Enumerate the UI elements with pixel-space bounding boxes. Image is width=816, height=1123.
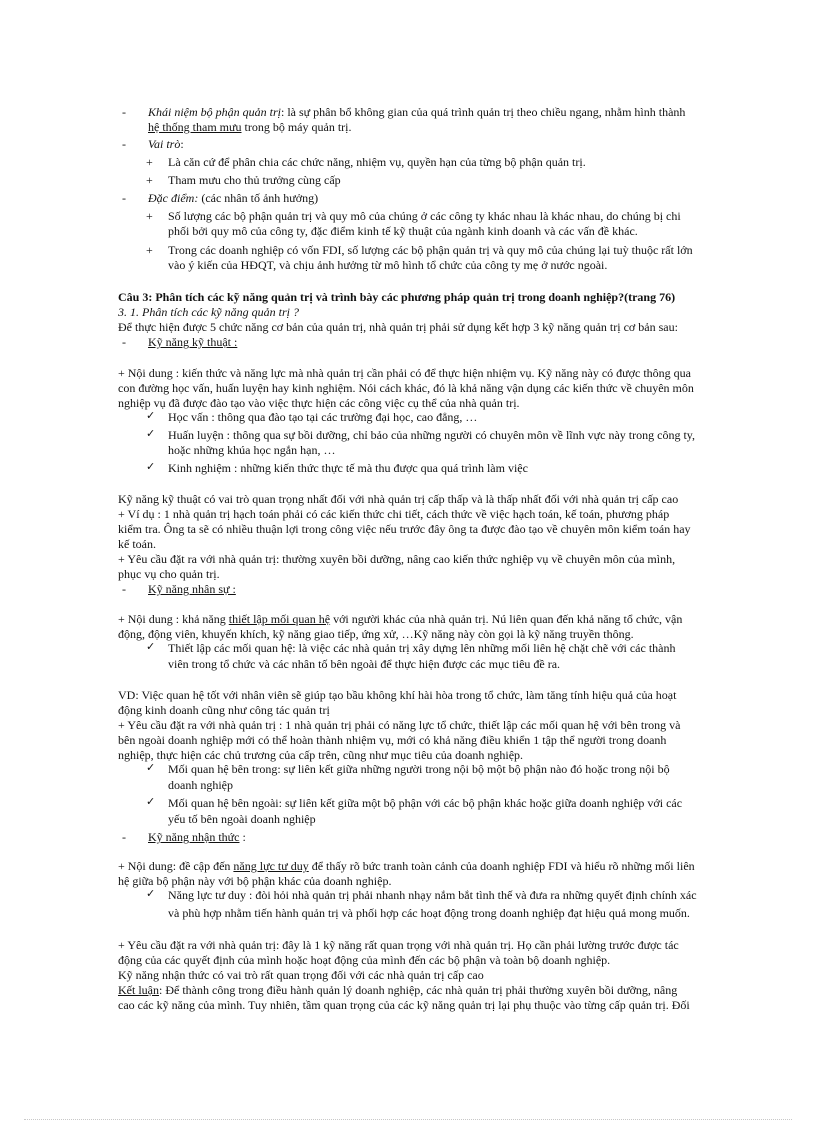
content-text: + Nội dung : khả năng (118, 612, 229, 626)
dash-bullet: - (122, 137, 126, 151)
subsection-heading: 3. 1. Phân tích các kỹ năng quản trị ? (118, 305, 299, 319)
paragraph-line: cao các kỹ năng của mình. Tuy nhiên, tầm quan trọng của các kỹ năng quản trị lại phụ thuộc vào từng cấp quản trị. Đối (118, 998, 690, 1012)
definition-text: : là sự phân bổ không gian của quá trình quản trị theo chiều ngang, nhằm hình thành (281, 105, 686, 119)
paragraph-line: Kỹ năng kỹ thuật có vai trò quan trọng nhất đối với nhà quản trị cấp thấp và là thấp nhất đối với nhà quản trị cấp cao (118, 492, 679, 506)
checklist-line: Kinh nghiệm : những kiến thức thực tế mà thu được qua quá trình làm việc (168, 461, 528, 475)
paragraph-line: VD: Việc quan hệ tốt với nhân viên sẽ giúp tạo bầu không khí hài hòa trong tổ chức, làm tăng tính hiệu quả của hoạt (118, 688, 677, 702)
checklist-line: Năng lực tư duy : đòi hỏi nhà quản trị phải nhanh nhạy nắm bắt tình thế và đưa ra những quyết định chính xác (168, 888, 697, 902)
paragraph-line: con đường học vấn, huấn luyện hay kinh nghiệm. Nói cách khác, đó là khả năng vận dụng các kiến thức về chuyên môn (118, 381, 694, 395)
paragraph-line: động kinh doanh cũng như công tác quản trị (118, 703, 330, 717)
checkmark-icon: ✓ (146, 796, 156, 808)
page-bottom-divider (24, 1119, 792, 1120)
conceptual-skill-heading (148, 830, 246, 845)
paragraph-line: phục vụ cho quản trị. (118, 567, 220, 581)
definition-line-2 (148, 120, 708, 135)
paragraph-line: động của các quyết định của mình hoặc hoạt động của mình đến các bộ phận và toàn bộ doanh nghiệp. (118, 953, 611, 967)
paragraph-line: động, động viên, khuyến khích, kỹ năng giao tiếp, ứng xử, …Kỹ năng này còn gọi là kỹ năng truyền thông. (118, 627, 634, 641)
role-item: Là căn cứ để phân chia các chức năng, nhiệm vụ, quyền hạn của từng bộ phận quản trị. (168, 155, 586, 169)
checklist-line: viên trong tổ chức và các nhân tố bên ngoài để thực hiện được các mục tiêu đề ra. (168, 657, 561, 671)
checkmark-icon: ✓ (146, 762, 156, 774)
plus-bullet: + (146, 155, 153, 169)
dash-bullet: - (122, 582, 126, 596)
plus-bullet: + (146, 173, 153, 187)
paragraph-line: + Ví dụ : 1 nhà quản trị hạch toán phải có các kiến thức chi tiết, cách thức về việc hạch toán, kế toán, phương pháp (118, 507, 670, 521)
checkmark-icon: ✓ (146, 410, 156, 422)
paragraph-line: nghiệp vụ đã được đào tạo vào việc thực hiện các công việc cụ thể của nhà quản trị. (118, 396, 520, 410)
conceptual-skill-title: Kỹ năng nhận thức (148, 830, 240, 844)
conclusion-text: : Để thành công trong điều hành quản lý doanh nghiệp, các nhà quản trị phải thường xuyên bồi dưỡng, nâng (159, 983, 678, 997)
checklist-line: hoặc những khúa học ngắn hạn, … (168, 443, 336, 457)
dash-bullet: - (122, 105, 126, 119)
checklist-line: Học vấn : thông qua đào tạo tại các trường đại học, cao đẳng, … (168, 410, 478, 424)
intro-text: Để thực hiện được 5 chức năng cơ bản của quản trị, nhà quản trị phải sử dụng kết hợp 3 kỹ năng quản trị cơ bản sau: (118, 320, 678, 334)
definition-underlined: hệ thống tham mưu (148, 120, 242, 134)
features-item-line: phối bởi quy mô của công ty, đặc điểm kinh tế kỹ thuật của ngành kinh doanh và các vấn đề khác. (168, 224, 638, 238)
features-item-line: Trong các doanh nghiệp có vốn FDI, số lượng các bộ phận quản trị và quy mô của chúng lại tuỳ thuộc rất lớn (168, 243, 693, 257)
content-text: + Nội dung: đề cập đến (118, 859, 234, 873)
definition-term: Khái niệm bộ phận quản trị (148, 105, 282, 119)
content-text: với người khác của nhà quản trị. Nú liên quan đến khả năng tổ chức, vận (330, 612, 683, 626)
checklist-line: và phù hợp nhằm tiến hành quản trị và phối hợp các hoạt động trong doanh nghiệp đạt hiệu quả mong muốn. (168, 906, 690, 920)
checkmark-icon: ✓ (146, 641, 156, 653)
plus-bullet: + (146, 243, 153, 257)
paragraph-line: + Yêu cầu đặt ra với nhà quản trị: thường xuyên bồi dưỡng, nâng cao kiến thức nghiệp vụ về chuyên môn của mình, (118, 552, 676, 566)
paragraph-line: Kỹ năng nhận thức có vai trò rất quan trọng đối với các nhà quản trị cấp cao (118, 968, 484, 982)
paragraph-line: + Yêu cầu đặt ra với nhà quản trị: đây là 1 kỹ năng rất quan trọng với nhà quản trị. Họ cần phải lường trước được tác (118, 938, 679, 952)
question-heading: Câu 3: Phân tích các kỹ năng quản trị và trình bày các phương pháp quản trị trong doanh nghiệp?(trang 76) (118, 290, 676, 304)
content-underlined: thiết lập mối quan hệ (228, 612, 331, 626)
paragraph-line: + Nội dung : kiến thức và năng lực mà nhà quản trị cần phải có để thực hiện nhiệm vụ. Kỹ năng này có được thông qua (118, 366, 691, 380)
plus-bullet: + (146, 209, 153, 223)
paragraph-line: kiểm tra. Ông ta sẽ có nhiều thuận lợi trong công việc nếu trước đây ông ta được đào tạo về chuyên môn kiểm toán hay (118, 522, 691, 536)
human-skill-heading: Kỹ năng nhân sự : (148, 582, 236, 596)
paragraph-line: bên ngoài doanh nghiệp mới có thể hoàn thành nhiệm vụ, mới có khả năng điều khiển 1 tập thể người trong doanh (118, 733, 667, 747)
content-text: để thấy rõ bức tranh toàn cảnh của doanh nghiệp FDI và hiểu rõ những mối liên (308, 859, 695, 873)
paragraph-line (118, 859, 702, 874)
checklist-line: Mối quan hệ bên trong: sự liên kết giữa những người trong nội bộ một bộ phận nào đó hoặc trong nội bộ (168, 762, 670, 776)
features-note: (các nhân tố ảnh hưởng) (198, 191, 319, 205)
checkmark-icon: ✓ (146, 461, 156, 473)
conclusion-label: Kết luận (118, 983, 159, 997)
dash-bullet: - (122, 335, 126, 349)
paragraph-line: + Yêu cầu đặt ra với nhà quản trị : 1 nhà quản trị phải có năng lực tổ chức, thiết lập các mối quan hệ với bên trong và (118, 718, 681, 732)
role-heading (148, 137, 184, 152)
content-underlined: năng lực tư duy (233, 859, 309, 873)
checkmark-icon: ✓ (146, 428, 156, 440)
checklist-line: yếu tố bên ngoài doanh nghiệp (168, 812, 316, 826)
features-heading (148, 191, 318, 206)
checklist-line: Thiết lập các mối quan hệ: là việc các nhà quản trị xây dựng lên những mối liên hệ chặt chẽ với các thành (168, 641, 676, 655)
features-term: Đặc điểm: (148, 191, 199, 205)
heading-colon: : (239, 830, 246, 844)
conclusion-line (118, 983, 702, 998)
paragraph-line: kế toán. (118, 537, 156, 551)
checkmark-icon: ✓ (146, 888, 156, 900)
features-item-line: vào ý kiến của HĐQT, và chịu ảnh hưởng từ mô hình tổ chức của công ty mẹ ở nước ngoài. (168, 258, 608, 272)
dash-bullet: - (122, 830, 126, 844)
definition-line-1 (148, 105, 708, 120)
dash-bullet: - (122, 191, 126, 205)
paragraph-line: hệ giữa bộ phận này với bộ phận khác của doanh nghiệp. (118, 874, 392, 888)
paragraph-line (118, 612, 702, 627)
role-colon: : (180, 137, 184, 151)
features-item-line: Số lượng các bộ phận quản trị và quy mô của chúng ở các công ty khác nhau là khác nhau, do chúng bị chi (168, 209, 681, 223)
paragraph-line: nghiệp, thực hiện các chủ trương của cấp trên, cũng như mục tiêu của doanh nghiệp. (118, 748, 524, 762)
role-item: Tham mưu cho thủ trưởng cùng cấp (168, 173, 341, 187)
technical-skill-heading: Kỹ năng kỹ thuật : (148, 335, 238, 349)
checklist-line: doanh nghiệp (168, 778, 233, 792)
definition-text-end: trong bộ máy quản trị. (241, 120, 352, 134)
checklist-line: Huấn luyện : thông qua sự bồi dưỡng, chỉ bảo của những người có chuyên môn về lĩnh vực này trong công ty, (168, 428, 696, 442)
checklist-line: Mối quan hệ bên ngoài: sự liên kết giữa một bộ phận với các bộ phận khác hoặc giữa doanh nghiệp với các (168, 796, 683, 810)
role-term: Vai trò (148, 137, 181, 151)
